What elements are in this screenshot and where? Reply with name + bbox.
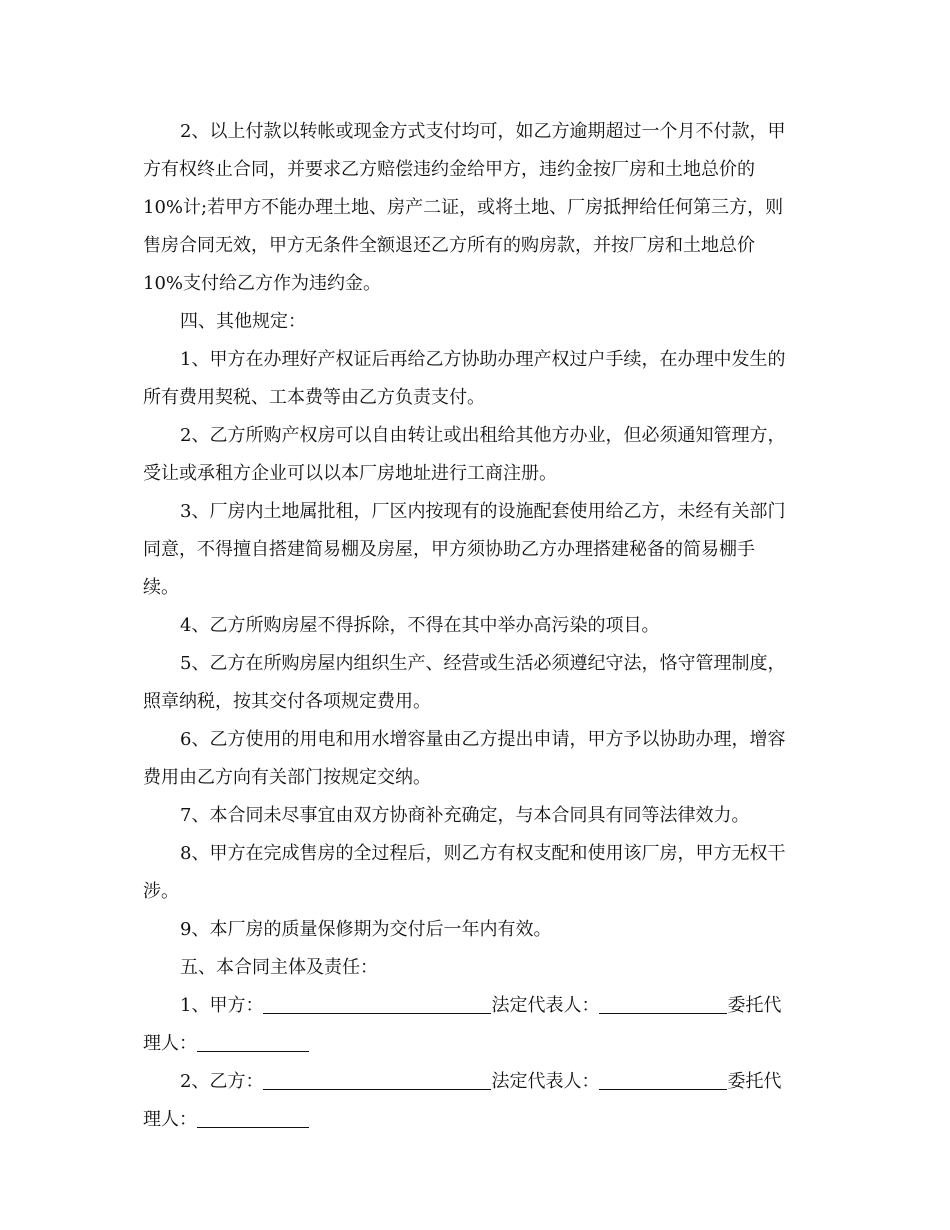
rule-6-line-2: 费用由乙方向有关部门按规定交纳。 [143,767,431,788]
clause-3-2-line-4: 售房合同无效，甲方无条件全额退还乙方所有的购房款，并按厂房和土地总价 [143,235,755,256]
rule-4-line-1: 4、乙方所购房屋不得拆除，不得在其中举办高污染的项目。 [180,615,660,636]
rule-8-line-1: 8、甲方在完成售房的全过程后，则乙方有权支配和使用该厂房，甲方无权干 [180,843,786,864]
rule-2-line-1: 2、乙方所购产权房可以自由转让或出租给其他方办业，但必须通知管理方， [180,425,786,446]
party-a-agent-label-cont: 理人： [143,1033,197,1054]
party-a-agent-label: 委托代 [727,995,782,1016]
party-b-blank[interactable] [263,1071,491,1090]
clause-3-2-line-2: 方有权终止合同，并要求乙方赔偿违约金给甲方，违约金按厂房和土地总价的 [143,159,755,180]
rule-8-line-2: 涉。 [143,881,179,902]
party-b-label: 2、乙方： [180,1071,264,1092]
signature-row-party-b-cont [143,1108,309,1132]
signature-row-party-a-cont [143,1032,309,1056]
party-a-label: 1、甲方： [180,995,264,1016]
party-b-agent-label-cont: 理人： [143,1109,197,1130]
rule-9-line-1: 9、本厂房的质量保修期为交付后一年内有效。 [180,919,552,940]
clause-3-2-line-3: 10%计;若甲方不能办理土地、房产二证，或将土地、厂房抵押给任何第三方，则 [143,197,784,218]
rule-3-line-3: 续。 [143,577,179,598]
rule-1-line-2: 所有费用契税、工本费等由乙方负责支付。 [143,387,485,408]
signature-row-party-a [180,994,781,1018]
rule-2-line-2: 受让或承租方企业可以以本厂房地址进行工商注册。 [143,463,557,484]
party-a-rep-label: 法定代表人： [491,995,600,1016]
clause-3-2-line-1: 2、以上付款以转帐或现金方式支付均可，如乙方逾期超过一个月不付款，甲 [180,121,786,142]
section-heading-5: 五、本合同主体及责任： [180,957,378,978]
rule-5-line-1: 5、乙方在所购房屋内组织生产、经营或生活必须遵纪守法，恪守管理制度， [180,653,786,674]
section-heading-4: 四、其他规定： [180,311,306,332]
party-b-agent-blank[interactable] [197,1109,309,1128]
party-b-agent-label: 委托代 [727,1071,782,1092]
rule-7-line-1: 7、本合同未尽事宜由双方协商补充确定，与本合同具有同等法律效力。 [180,805,750,826]
party-b-rep-label: 法定代表人： [491,1071,600,1092]
rule-3-line-2: 同意，不得擅自搭建简易棚及房屋，甲方须协助乙方办理搭建秘备的简易棚手 [143,539,755,560]
clause-3-2-line-5: 10%支付给乙方作为违约金。 [143,273,382,294]
signature-row-party-b [180,1070,781,1094]
rule-3-line-1: 3、厂房内土地属批租，厂区内按现有的设施配套使用给乙方，未经有关部门 [180,501,786,522]
party-a-blank[interactable] [263,995,491,1014]
rule-1-line-1: 1、甲方在办理好产权证后再给乙方协助办理产权过户手续，在办理中发生的 [180,349,786,370]
rule-6-line-1: 6、乙方使用的用电和用水增容量由乙方提出申请，甲方予以协助办理，增容 [180,729,786,750]
party-a-rep-blank[interactable] [599,995,727,1014]
rule-5-line-2: 照章纳税，按其交付各项规定费用。 [143,691,431,712]
party-a-agent-blank[interactable] [197,1033,309,1052]
party-b-rep-blank[interactable] [599,1071,727,1090]
